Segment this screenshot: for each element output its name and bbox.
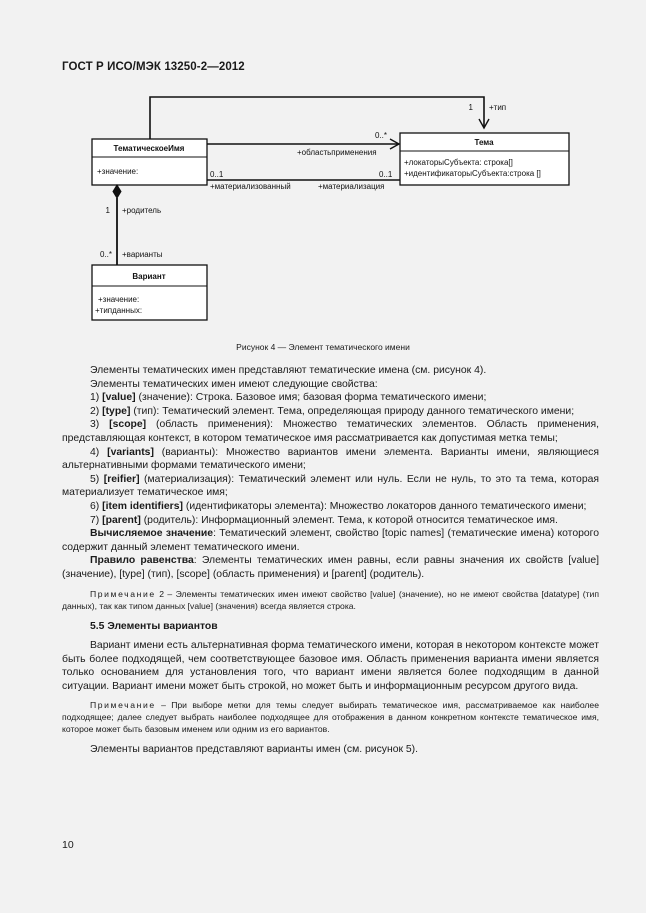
property-item: 3) [scope] (область применения): Множество тематических элементов. Область применения, представляющая контекст, в котором тематическое имя рассматривается как допустимая метка темы;	[62, 419, 599, 444]
property-item: 7) [parent] (родитель): Информационный элемент. Тема, к которой относится тематическое имя.	[90, 514, 558, 526]
class-topic-attr-1: +локаторыСубъекта: строка[]	[404, 158, 513, 167]
figure-caption: Рисунок 4 — Элемент тематического имени	[236, 342, 410, 352]
property-item: 6) [item identifiers] (идентификаторы элемента): Множество локаторов данного тематического имени;	[90, 500, 587, 512]
paragraph-last: Элементы вариантов представляют варианты имен (см. рисунок 5).	[90, 744, 419, 756]
class-topic-name-attr: +значение:	[97, 167, 139, 176]
paragraph-properties-intro: Элементы тематических имен имеют следующие свойства:	[90, 378, 378, 390]
page-header: ГОСТ Р ИСО/МЭК 13250-2—2012	[62, 61, 245, 73]
class-variant-attr-2: +типданных:	[95, 306, 143, 315]
mult-parent: 1	[105, 206, 110, 215]
paragraph-intro: Элементы тематических имен представляют тематические имена (см. рисунок 4).	[90, 365, 487, 376]
property-item: 1) [value] (значение): Строка. Базовое имя; базовая форма тематического имени;	[90, 392, 487, 404]
paragraph-computed-value: Вычисляемое значение: Тематический элемент, свойство [topic names] (тематические имена) которого содержит данный элемент тематического имени.	[62, 528, 599, 553]
property-item: 2) [type] (тип): Тематический элемент. Тема, определяющая природу данного тематического имени;	[90, 405, 575, 417]
paragraph-variant: Вариант имени есть альтернативная форма тематического имени, которая в некотором контексте может быть более подходящей, чем соответствующее базовое имя. Область применения варианта имени является только основанием для установления того, что вариант имени является более подходящим в данной ситуации. Вариант имени может быть строкой, но может быть и информационным ресурсом другого вида.	[62, 640, 599, 692]
class-topic-name-title: ТематическоеИмя	[113, 144, 185, 153]
class-variant-attr-1: +значение:	[98, 295, 140, 304]
class-topic	[400, 133, 569, 185]
role-parent: +родитель	[122, 206, 162, 215]
mult-type: 1	[468, 103, 473, 112]
role-reified: +материализованный	[210, 182, 291, 191]
role-variants: +варианты	[122, 250, 163, 259]
mult-scope: 0..*	[375, 131, 388, 140]
class-variant	[92, 265, 207, 320]
association-variants	[100, 185, 163, 265]
association-scope	[207, 131, 399, 157]
role-type: +тип	[489, 103, 507, 112]
property-item: 4) [variants] (варианты): Множество вариантов имени элемента. Варианты имени, являющиеся альтернативными формами тематического имени;	[62, 446, 599, 472]
mult-variants: 0..*	[99, 250, 112, 259]
class-variant-title: Вариант	[132, 272, 166, 281]
role-reifier: +материализация	[318, 182, 385, 191]
note-1: Примечание 2 – Элементы тематических имен имеют свойство [value] (значение), но не имеют свойства [datatype] (тип данных), так как типом данных [value] (значения) всегда является строка.	[62, 588, 599, 611]
class-topic-attr-2: +идентификаторыСубъекта:строка []	[404, 169, 541, 178]
section-title: 5.5 Элементы вариантов	[90, 620, 218, 632]
association-reifier	[207, 170, 400, 191]
paragraph-equality-rule: Правило равенства: Элементы тематических имен равны, если равны значения их свойств [value] (значение), [type] (тип), [scope] (область применения) и [parent] (родитель).	[62, 555, 599, 580]
class-topic-name	[92, 139, 207, 185]
page-number: 10	[62, 839, 74, 851]
document-body	[62, 364, 599, 757]
class-topic-title: Тема	[474, 138, 494, 147]
mult-reifier-right: 0..1	[379, 170, 393, 179]
mult-reifier-left: 0..1	[210, 170, 224, 179]
role-scope: +областьприменения	[297, 148, 377, 157]
note-2: Примечание – При выборе метки для темы следует выбирать тематическое имя, рассматриваемое как наиболее подходящее; далее следует выбрать наиболее подходящее для отображения в данном конкретном контексте тематическое имя, которое может быть базовым именем или одним из его вариантов.	[62, 700, 599, 735]
property-item: 5) [reifier] (материализация): Тематический элемент или нуль. Если не нуль, то это та тема, которая материализует тематическое имя;	[62, 473, 599, 499]
uml-diagram	[0, 0, 646, 340]
